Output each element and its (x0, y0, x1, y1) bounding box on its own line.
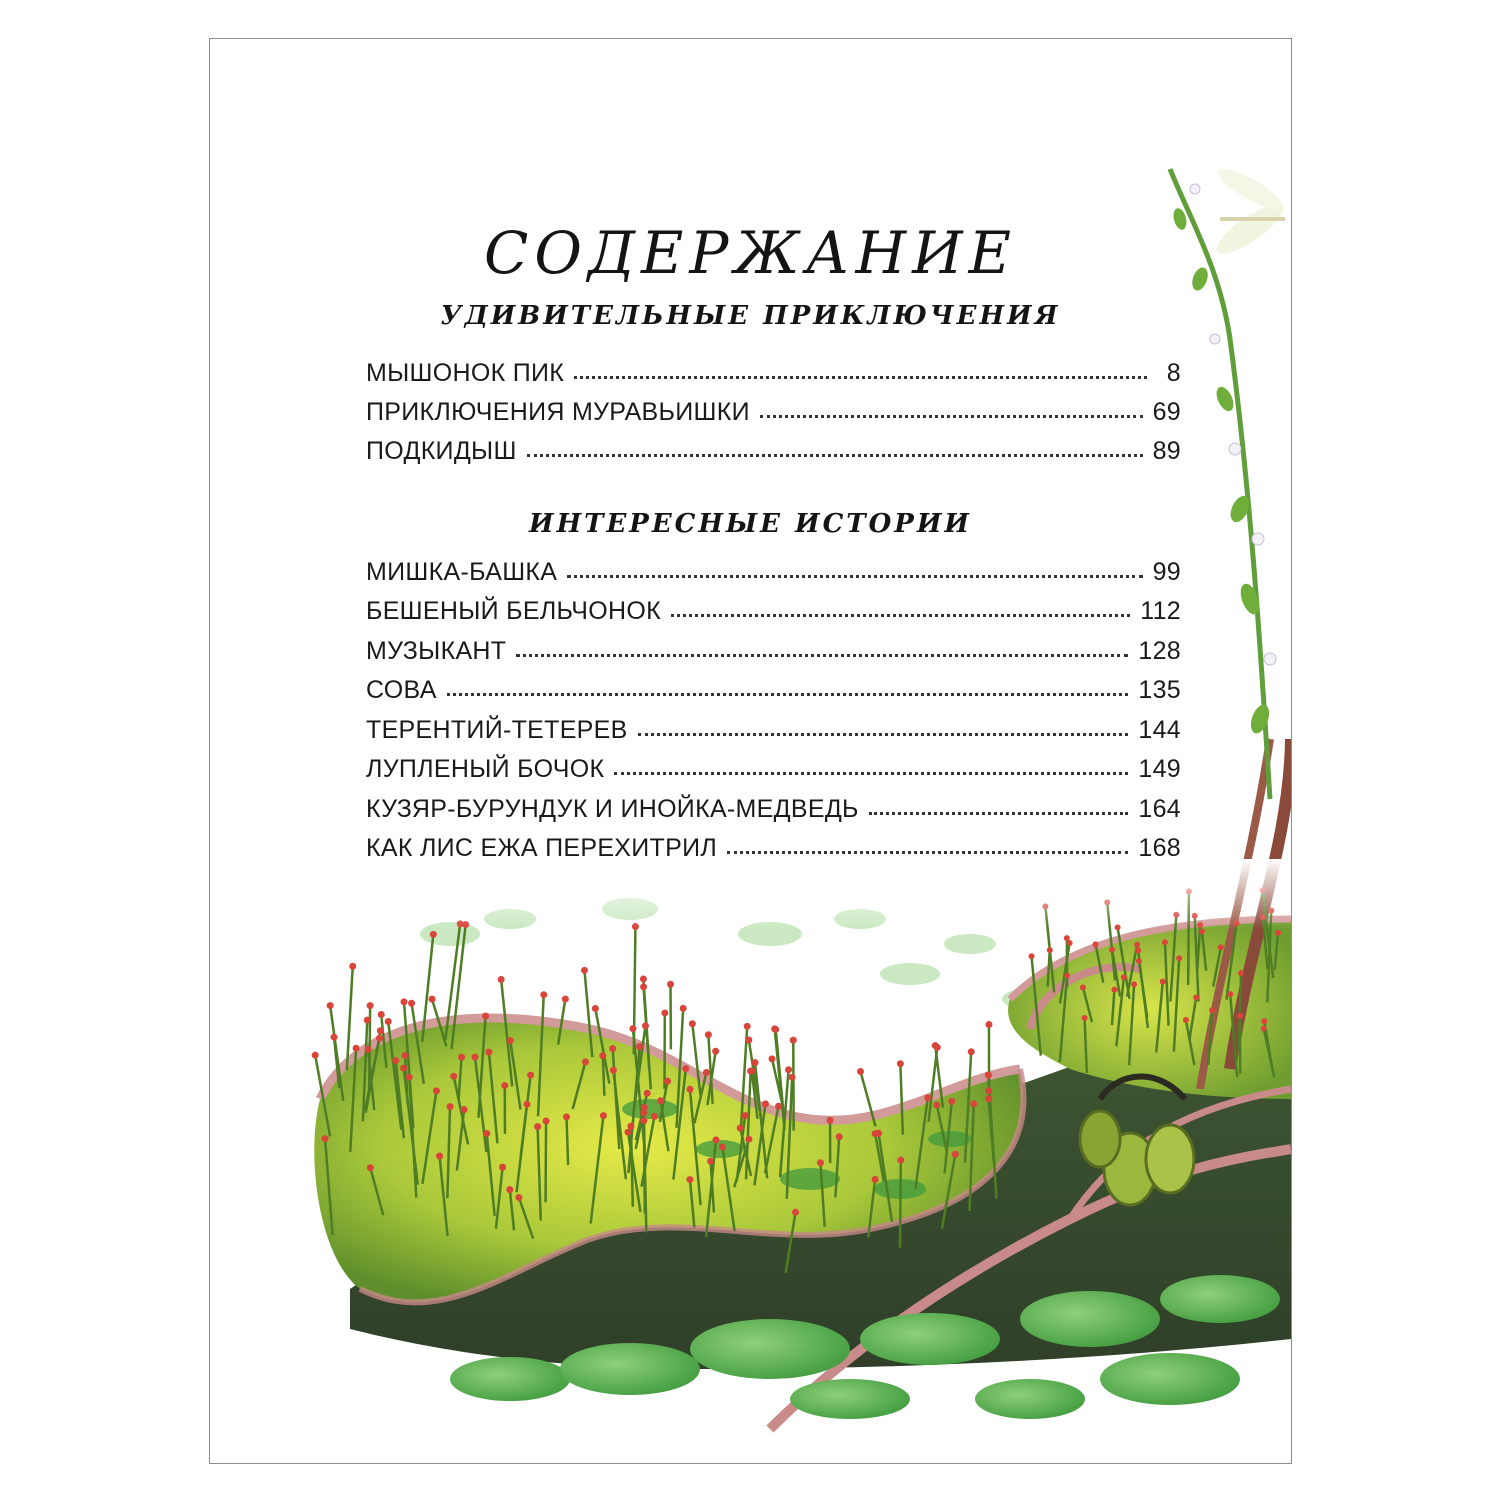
page-title: СОДЕРЖАНИЕ (483, 219, 1018, 287)
toc-entry-page: 144 (1138, 716, 1181, 744)
toc-entry-page: 168 (1138, 834, 1181, 862)
dot-leader (447, 693, 1129, 696)
toc-entry-page: 112 (1140, 597, 1181, 625)
dot-leader (671, 614, 1130, 617)
toc-entry-title: МИШКА-БАШКА (366, 558, 558, 586)
dot-leader (614, 772, 1128, 775)
dot-leader (516, 654, 1128, 657)
toc-entry[interactable] (366, 558, 1181, 592)
toc-entry[interactable] (366, 637, 1181, 671)
toc-entry-title: ТЕРЕНТИЙ-ТЕТЕРЕВ (366, 716, 628, 744)
toc-entry-title: МУЗЫКАНТ (366, 637, 507, 665)
toc-entry[interactable] (366, 359, 1181, 393)
toc-entry-title: КАК ЛИС ЕЖА ПЕРЕХИТРИЛ (366, 834, 718, 862)
toc-entry[interactable] (366, 716, 1181, 750)
toc-entry-page: 69 (1152, 398, 1181, 426)
section-heading-1: УДИВИТЕЛЬНЫЕ ПРИКЛЮЧЕНИЯ (440, 301, 1061, 331)
toc-entry-title: ПРИКЛЮЧЕНИЯ МУРАВЬИШКИ (366, 398, 750, 426)
toc-entry-page: 135 (1138, 676, 1181, 704)
toc-entry-title: БЕШЕНЫЙ БЕЛЬЧОНОК (366, 597, 661, 625)
toc-entry-title: СОВА (366, 676, 437, 704)
toc-entry[interactable] (366, 676, 1181, 710)
toc-entry[interactable] (366, 437, 1181, 471)
toc-entry[interactable] (366, 795, 1181, 829)
toc-entry-page: 8 (1166, 359, 1181, 387)
dot-leader (567, 575, 1142, 578)
toc-entry-title: ЛУПЛЕНЫЙ БОЧОК (366, 755, 605, 783)
toc-entry[interactable] (366, 398, 1181, 432)
toc-entry-page: 99 (1152, 558, 1181, 586)
toc-entry[interactable] (366, 597, 1181, 631)
dot-leader (638, 733, 1129, 736)
toc-entry-page: 164 (1138, 795, 1181, 823)
dot-leader (727, 851, 1128, 854)
section-heading-2: ИНТЕРЕСНЫЕ ИСТОРИИ (529, 509, 972, 539)
dot-leader (760, 415, 1143, 418)
toc-entry-page: 128 (1138, 637, 1181, 665)
dot-leader (574, 376, 1147, 379)
dot-leader (869, 812, 1129, 815)
toc-entry-title: МЫШОНОК ПИК (366, 359, 565, 387)
toc-entry-page: 149 (1138, 755, 1181, 783)
book-page (209, 38, 1292, 1464)
toc-entry[interactable] (366, 834, 1181, 868)
dot-leader (527, 454, 1143, 457)
toc-entry[interactable] (366, 755, 1181, 789)
toc-entry-page: 89 (1152, 437, 1181, 465)
toc-entry-title: КУЗЯР-БУРУНДУК И ИНОЙКА-МЕДВЕДЬ (366, 795, 859, 823)
toc-entry-title: ПОДКИДЫШ (366, 437, 517, 465)
